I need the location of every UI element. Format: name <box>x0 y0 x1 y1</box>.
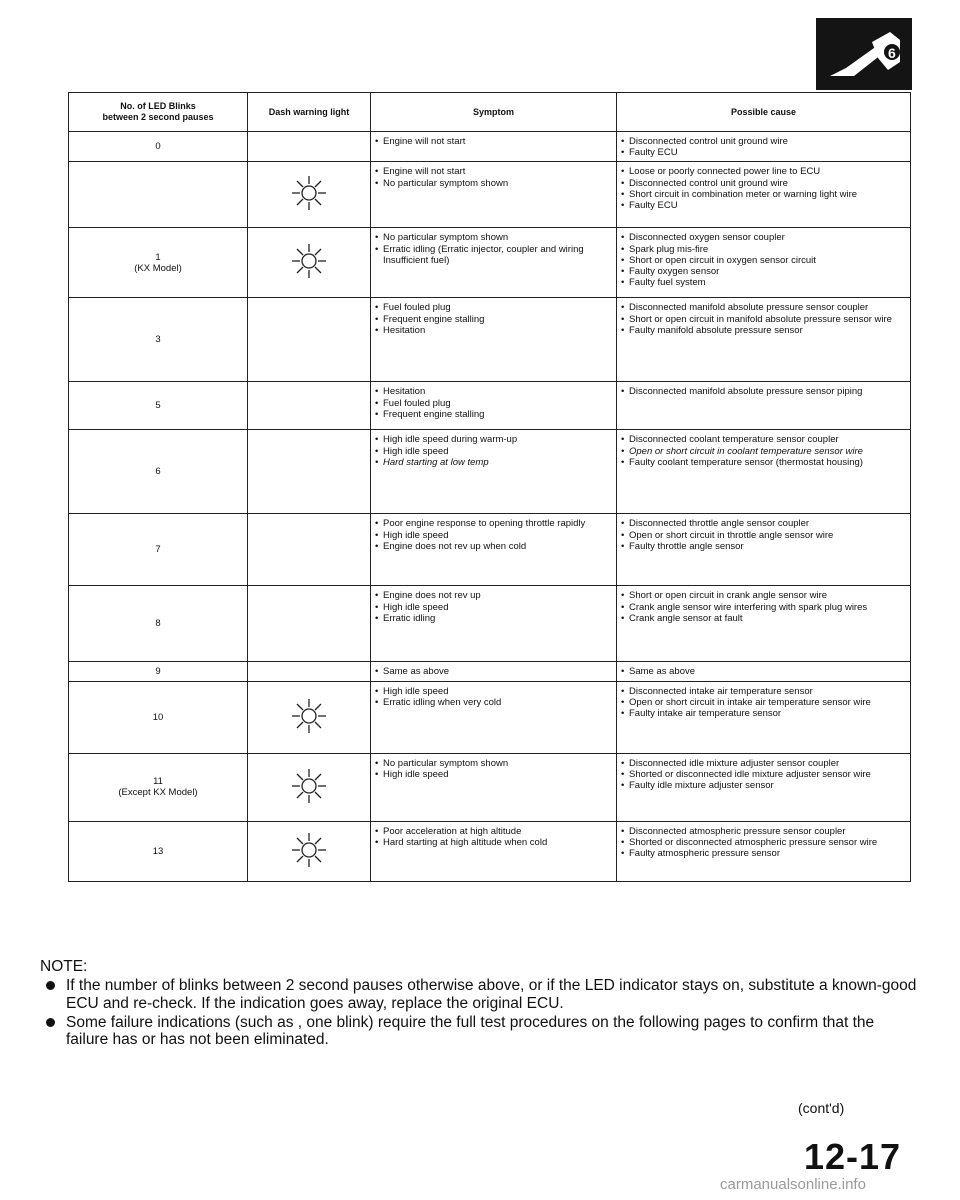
diagnosis-table <box>68 92 911 882</box>
table-row <box>69 430 911 514</box>
symptom-cell <box>371 662 617 681</box>
warning-lamp-icon <box>289 205 329 216</box>
header-warning-light: Dash warning light <box>248 93 371 132</box>
cause-cell <box>617 662 911 681</box>
warning-light-cell <box>248 132 371 162</box>
cause-item: • Open or short circuit in intake air temperature sensor wire <box>621 697 906 708</box>
symptom-cell <box>371 162 617 228</box>
cause-item: • Disconnected manifold absolute pressure sensor piping <box>621 386 906 397</box>
blinks-cell <box>69 514 248 586</box>
warning-light-cell <box>248 382 371 430</box>
note-text: If the number of blinks between 2 second pauses otherwise above, or if the LED indicator stays on, substitute a known-good ECU and re-check. If the indication goes away, replace the original ECU. <box>66 977 917 1012</box>
model-note: (KX Model) <box>134 262 182 274</box>
blink-count: 0 <box>155 141 161 153</box>
symptom-item: • Hard starting at high altitude when cold <box>375 837 612 848</box>
cause-item: • Short circuit in combination meter or warning light wire <box>621 189 906 200</box>
symptom-cell <box>371 681 617 753</box>
note-item <box>40 977 920 1012</box>
warning-light-cell <box>248 298 371 382</box>
symptom-item: • Erratic idling <box>375 613 612 624</box>
cause-item: • Spark plug mis-fire <box>621 244 906 255</box>
cause-item: • Faulty ECU <box>621 200 906 211</box>
blink-count: 11 <box>153 775 163 787</box>
symptom-cell <box>371 228 617 298</box>
warning-light-cell <box>248 586 371 662</box>
blink-count: 8 <box>155 618 161 630</box>
table-row <box>69 662 911 681</box>
cause-item: • Faulty manifold absolute pressure sensor <box>621 325 906 336</box>
cause-cell <box>617 298 911 382</box>
cause-item: • Faulty fuel system <box>621 277 906 288</box>
symptom-item: • High idle speed <box>375 446 612 457</box>
cause-item: • Short or open circuit in crank angle sensor wire <box>621 590 906 601</box>
section-tab-icon <box>816 18 912 90</box>
page-number: 12-17 <box>804 1136 902 1177</box>
cause-cell <box>617 430 911 514</box>
blinks-cell <box>69 162 248 228</box>
cause-item: • Disconnected intake air temperature sensor <box>621 686 906 697</box>
table-header-row <box>69 93 911 132</box>
cause-item: • Disconnected idle mixture adjuster sensor coupler <box>621 758 906 769</box>
cause-item: • Disconnected atmospheric pressure sensor coupler <box>621 826 906 837</box>
symptom-cell <box>371 132 617 162</box>
symptom-item: • Hesitation <box>375 386 612 397</box>
continued-label: (cont'd) <box>798 1100 845 1116</box>
header-possible-cause: Possible cause <box>617 93 911 132</box>
symptom-item: • Poor acceleration at high altitude <box>375 826 612 837</box>
symptom-item: • Erratic idling when very cold <box>375 697 612 708</box>
symptom-item: • Poor engine response to opening throttle rapidly <box>375 518 612 529</box>
note-title: NOTE: <box>40 958 88 975</box>
cause-item: • Short or open circuit in oxygen sensor circuit <box>621 255 906 266</box>
model-note: (Except KX Model) <box>118 787 198 799</box>
header-symptom: Symptom <box>371 93 617 132</box>
warning-lamp-icon <box>289 728 329 739</box>
note-item <box>40 1014 920 1049</box>
blinks-cell <box>69 586 248 662</box>
cause-item: • Faulty intake air temperature sensor <box>621 708 906 719</box>
blinks-cell <box>69 228 248 298</box>
table-row <box>69 821 911 881</box>
blinks-cell <box>69 132 248 162</box>
table-row <box>69 681 911 753</box>
cause-item: • Faulty throttle angle sensor <box>621 541 906 552</box>
symptom-item: • Fuel fouled plug <box>375 398 612 409</box>
cause-cell <box>617 382 911 430</box>
blink-count: 9 <box>155 665 161 677</box>
warning-light-cell <box>248 662 371 681</box>
symptom-item: • Fuel fouled plug <box>375 302 612 313</box>
cause-item: • Disconnected oxygen sensor coupler <box>621 232 906 243</box>
cause-item: • Disconnected throttle angle sensor coupler <box>621 518 906 529</box>
symptom-cell <box>371 514 617 586</box>
table-row <box>69 753 911 821</box>
symptom-cell <box>371 298 617 382</box>
cause-item: • Faulty idle mixture adjuster sensor <box>621 780 906 791</box>
svg-text:6: 6 <box>888 45 896 61</box>
warning-lamp-icon <box>289 862 329 873</box>
warning-light-cell <box>248 514 371 586</box>
table-row <box>69 382 911 430</box>
warning-light-cell <box>248 753 371 821</box>
symptom-item: • High idle speed <box>375 769 612 780</box>
blink-count: 13 <box>152 845 164 857</box>
table-row <box>69 162 911 228</box>
symptom-item: • Engine will not start <box>375 136 612 147</box>
warning-lamp-icon <box>289 798 329 809</box>
symptom-cell <box>371 753 617 821</box>
cause-item: • Faulty atmospheric pressure sensor <box>621 848 906 859</box>
table-row <box>69 132 911 162</box>
warning-light-cell <box>248 821 371 881</box>
table-body <box>69 132 911 882</box>
cause-item: • Disconnected coolant temperature sensor coupler <box>621 434 906 445</box>
symptom-item: • High idle speed <box>375 530 612 541</box>
symptom-cell <box>371 430 617 514</box>
symptom-item: • Engine will not start <box>375 166 612 177</box>
cause-item: • Crank angle sensor wire interfering with spark plug wires <box>621 602 906 613</box>
blink-count: 7 <box>155 544 161 556</box>
cause-item: • Faulty oxygen sensor <box>621 266 906 277</box>
symptom-cell <box>371 821 617 881</box>
cause-item: • Open or short circuit in throttle angle sensor wire <box>621 530 906 541</box>
symptom-item: • Hesitation <box>375 325 612 336</box>
symptom-item: • Same as above <box>375 666 612 677</box>
symptom-item: • Hard starting at low temp <box>375 457 612 468</box>
cause-cell <box>617 228 911 298</box>
cause-item: • Faulty coolant temperature sensor (thermostat housing) <box>621 457 906 468</box>
symptom-item: • Engine does not rev up <box>375 590 612 601</box>
table-row <box>69 514 911 586</box>
warning-light-cell <box>248 162 371 228</box>
cause-item: • Open or short circuit in coolant temperature sensor wire <box>621 446 906 457</box>
blinks-cell <box>69 430 248 514</box>
blink-count: 5 <box>155 400 161 412</box>
watermark: carmanualsonline.info <box>720 1176 866 1193</box>
symptom-item: • Engine does not rev up when cold <box>375 541 612 552</box>
blinks-cell <box>69 681 248 753</box>
cause-cell <box>617 162 911 228</box>
table-row <box>69 298 911 382</box>
blink-count: 3 <box>155 334 161 346</box>
blink-count: 1 <box>155 251 161 263</box>
symptom-item: • No particular symptom shown <box>375 178 612 189</box>
symptom-item: • High idle speed <box>375 686 612 697</box>
symptom-item: • No particular symptom shown <box>375 232 612 243</box>
blinks-cell <box>69 821 248 881</box>
cause-item: • Faulty ECU <box>621 147 906 158</box>
cause-item: • Crank angle sensor at fault <box>621 613 906 624</box>
cause-item: • Disconnected control unit ground wire <box>621 136 906 147</box>
blinks-cell <box>69 662 248 681</box>
cause-item: • Disconnected manifold absolute pressure sensor coupler <box>621 302 906 313</box>
cause-cell <box>617 753 911 821</box>
bullet-icon <box>46 1018 55 1027</box>
symptom-item: • Frequent engine stalling <box>375 409 612 420</box>
warning-lamp-icon <box>289 273 329 284</box>
cause-item: • Shorted or disconnected idle mixture adjuster sensor wire <box>621 769 906 780</box>
blink-count: 10 <box>152 711 164 723</box>
cause-cell <box>617 586 911 662</box>
notes-section <box>40 958 920 1051</box>
note-text: Some failure indications (such as , one blink) require the full test procedures on the following pages to confirm that the failure has or has not been eliminated. <box>66 1014 875 1049</box>
cause-cell <box>617 132 911 162</box>
cause-item: • Same as above <box>621 666 906 677</box>
fuel-nozzle-icon <box>816 18 912 90</box>
cause-cell <box>617 821 911 881</box>
warning-light-cell <box>248 681 371 753</box>
bullet-icon <box>46 981 55 990</box>
cause-cell <box>617 514 911 586</box>
warning-light-cell <box>248 228 371 298</box>
symptom-item: • High idle speed <box>375 602 612 613</box>
table-row <box>69 228 911 298</box>
header-blinks: No. of LED Blinks between 2 second pauses <box>69 93 248 132</box>
symptom-item: • Frequent engine stalling <box>375 314 612 325</box>
blink-count: 6 <box>155 466 161 478</box>
symptom-item: • High idle speed during warm-up <box>375 434 612 445</box>
warning-light-cell <box>248 430 371 514</box>
blinks-cell <box>69 382 248 430</box>
cause-item: • Short or open circuit in manifold absolute pressure sensor wire <box>621 314 906 325</box>
symptom-item: • Erratic idling (Erratic injector, coupler and wiring Insufficient fuel) <box>375 244 612 266</box>
symptom-cell <box>371 382 617 430</box>
cause-item: • Shorted or disconnected atmospheric pressure sensor wire <box>621 837 906 848</box>
symptom-item: • No particular symptom shown <box>375 758 612 769</box>
cause-item: • Disconnected control unit ground wire <box>621 178 906 189</box>
cause-item: • Loose or poorly connected power line to ECU <box>621 166 906 177</box>
symptom-cell <box>371 586 617 662</box>
cause-cell <box>617 681 911 753</box>
blinks-cell <box>69 753 248 821</box>
table-row <box>69 586 911 662</box>
blinks-cell <box>69 298 248 382</box>
